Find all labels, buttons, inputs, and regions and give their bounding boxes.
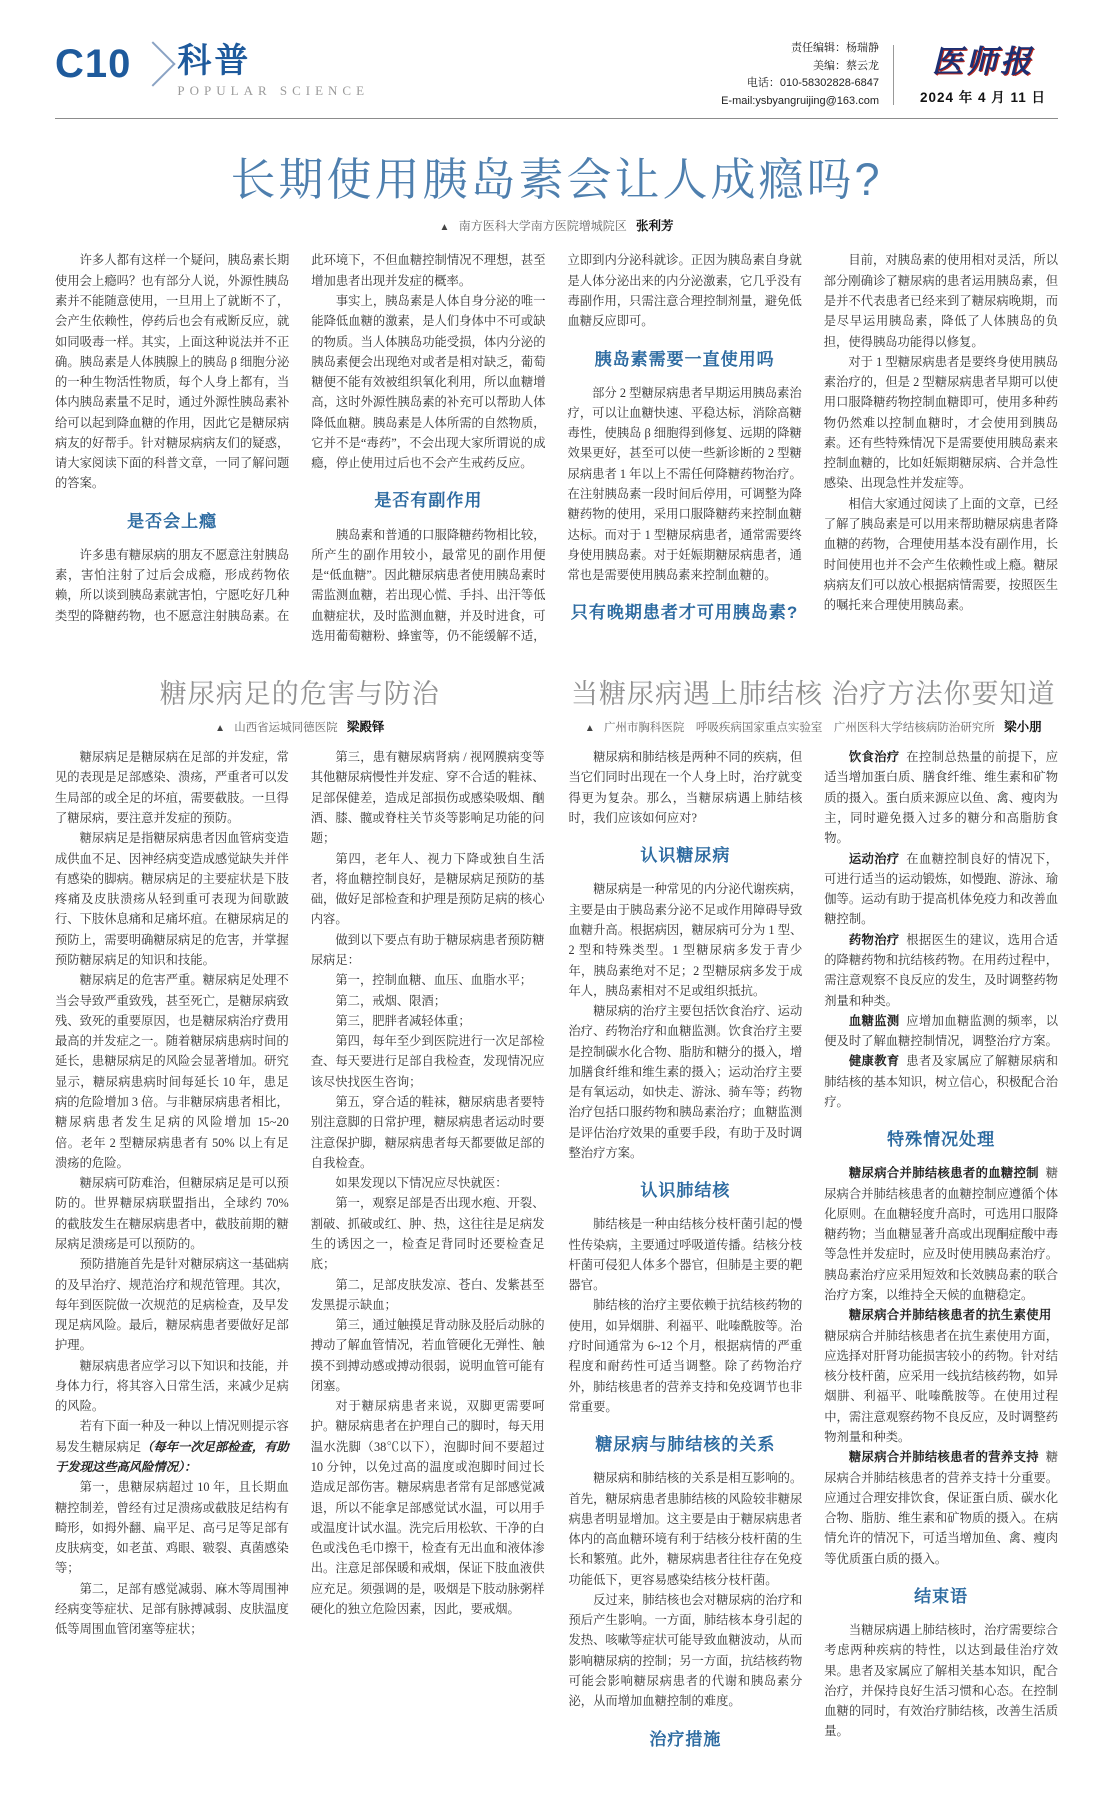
article-subhead: 认识糖尿病: [640, 846, 731, 866]
author-affiliation: 山西省运城同德医院: [234, 722, 338, 735]
article-subhead: 特殊情况处理: [887, 1130, 996, 1150]
article-subhead: 治疗措施: [649, 1729, 722, 1749]
article-paragraph: [824, 1447, 1058, 1569]
article-paragraph: [824, 1620, 1058, 1742]
paragraph-text: 糖尿病合并肺结核患者的营养支持十分重要。应通过合理安排饮食，保证蛋白质、碳水化合物、脂肪、维生素和矿物质的摄入。在病情允许的情况下，可适当增加鱼、禽、瘦肉等优质蛋白质的摄入。: [824, 1450, 1058, 1566]
email-address: E-mail:ysbyangruijing@163.com: [721, 94, 879, 107]
article-paragraph: [311, 1173, 545, 1193]
article-paragraph: [311, 1031, 545, 1092]
article-paragraph: [311, 1396, 545, 1619]
article-paragraph: [569, 879, 803, 1001]
paragraph-text: 糖尿病患者应学习以下知识和技能，并身体力行，将其容入日常生活，来减少足病的风险。: [55, 1358, 289, 1414]
article-subhead: 认识肺结核: [640, 1181, 731, 1201]
paragraph-text: 糖尿病足的危害严重。糖尿病足处理不当会导致严重致残，甚至死亡，是糖尿病致残、致死的重要原因，也是糖尿病治疗费用最高的并发症之一。随着糖尿病患病时间的延长，患糖尿病足的风险会显著增加。研究显示，糖尿病患病时间每延长 10 年，患足病的危险增加 3 倍。与非糖尿病患者相比，糖尿病患者发生足病的风险增加 15~20 倍。老年 2 型糖尿病患者有 50% 以上有足溃疡的危险。: [55, 973, 289, 1170]
author-affiliation: 南方医科大学南方医院增城院区: [458, 219, 627, 234]
article-body: [569, 747, 1059, 1753]
article-paragraph: [311, 849, 545, 930]
article-diabetic-foot: [55, 672, 545, 1753]
author-affiliation: 广州市胸科医院 呼吸疾病国家重点实验室 广州医科大学结核病防治研究所: [603, 722, 995, 735]
article-paragraph: [824, 352, 1058, 494]
article-paragraph: [824, 1011, 1058, 1052]
paragraph-text: 第一，患糖尿病超过 10 年，且长期血糖控制差，曾经有过足溃疡或截肢足结构有畸形，如拇外翻、扁平足、高弓足等足部有皮肤病变，如老茧、鸡眼、皲裂、真菌感染等；: [55, 1480, 289, 1576]
section-chevron-icon: [131, 41, 176, 86]
header-rule: [55, 118, 1058, 119]
paragraph-text: 第二，戒烟、限酒；: [335, 993, 447, 1008]
paragraph-text: 根据医生的建议，选用合适的降糖药物和抗结核药物。在用药过程中，需注意观察不良反应的发生，及时调整药物剂量和种类。: [824, 932, 1058, 1008]
article-subhead: 结束语: [914, 1586, 969, 1606]
paragraph-text: 第二，足部有感觉减弱、麻木等周围神经病变等症状、足部有脉搏减弱、皮肤温度低等周围血管闭塞等症状；: [55, 1581, 289, 1637]
article-paragraph: [55, 1254, 289, 1355]
author-name: 张利芳: [636, 219, 674, 234]
paragraph-lead-heading: 药物治疗: [848, 932, 900, 947]
article-paragraph: [311, 1092, 545, 1173]
article-paragraph: [569, 1214, 803, 1295]
article-paragraph: [824, 930, 1058, 1011]
lead-article-body: [55, 250, 1058, 646]
article-paragraph: [311, 747, 545, 848]
article-paragraph: [824, 1051, 1058, 1112]
paragraph-text: 糖尿病可防难治，但糖尿病足是可以预防的。世界糖尿病联盟指出，全球约 70% 的截肢发生在糖尿病患者中，截肢前期的糖尿病足溃疡是可以预防的。: [55, 1176, 289, 1251]
paragraph-text: 应增加血糖监测的频率，以便及时了解血糖控制情况，调整治疗方案。: [824, 1013, 1058, 1049]
article-paragraph: [55, 970, 289, 1173]
paragraph-text: 糖尿病是一种常见的内分泌代谢疾病，主要是由于胰岛素分泌不足或作用障碍导致血糖升高。根据病因，糖尿病可分为 1 型、2 型和特殊类型。1 型糖尿病多发于青少年，胰岛素绝对不足；2 型糖尿病多发于成年人，胰岛素相对不足或组织抵抗。: [568, 882, 803, 998]
paragraph-text: 当糖尿病遇上肺结核时，治疗需要综合考虑两种疾病的特性，以达到最佳治疗效果。患者及家属应了解相关基本知识，配合治疗，并保持良好生活习惯和心态。在控制血糖的同时，有效治疗肺结核，改善生活质量。: [824, 1622, 1058, 1739]
newspaper-logo: 医师报: [932, 43, 1034, 79]
paragraph-text: 肺结核是一种由结核分枝杆菌引起的慢性传染病，主要通过呼吸道传播。结核分枝杆菌可侵犯人体多个器官，但肺是主要的靶器官。: [568, 1217, 803, 1293]
paragraph-text: 糖尿病合并肺结核患者的血糖控制应遵循个体化原则。在血糖轻度升高时，可选用口服降糖药物；当血糖显著升高或出现酮症酸中毒等急性并发症时，应及时使用胰岛素治疗。胰岛素治疗应采用短效和长效胰岛素的联合治疗方案，以维持全天候的血糖稳定。: [824, 1166, 1058, 1302]
paragraph-text: 糖尿病足是指糖尿病患者因血管病变造成供血不足、因神经病变造成感觉缺失并伴有感染的脚病。糖尿病足的主要症状是下肢疼痛及皮肤溃疡从轻到重可表现为间歇跛行、下肢休息痛和足痛坏疽。在糖尿病足的预防上，需要明确糖尿病足的危害，并掌握预防糖尿病足的知识和技能。: [55, 831, 289, 968]
section-banner: [55, 30, 369, 99]
byline-triangle-icon: ▲: [584, 723, 595, 735]
article-paragraph: [311, 1193, 545, 1274]
article-subhead: 胰岛素需要一直使用吗: [594, 349, 775, 369]
article-paragraph: [569, 747, 803, 828]
article-paragraph: [569, 1295, 803, 1417]
paragraph-text: 目前，对胰岛素的使用相对灵活，所以部分刚确诊了糖尿病的患者运用胰岛素，但是并不代表患者已经来到了糖尿病晚期，而是尽早运用胰岛素，降低了人体胰岛的负担，使得胰岛功能得以修复。: [823, 253, 1058, 349]
article-paragraph: [311, 1315, 545, 1396]
paragraph-text: 事实上，胰岛素是人体自身分泌的唯一能降低血糖的激素，是人们身体中不可或缺的物质。当人体胰岛功能受损，体内分泌的胰岛素便会出现绝对或者是相对缺乏，葡萄糖便不能有效被组织氧化利用，所以血糖增高，这时外源性胰岛素的补充可以帮助人体降低血糖。胰岛素是人体所需的自然物质，它并不是“毒药”，不会出现大家所谓说的成瘾，停止使用过后也不会产生戒药反应。: [311, 293, 546, 471]
paragraph-text: 肺结核的治疗主要依赖于抗结核药物的使用，如异烟肼、利福平、吡嗪酰胺等。治疗时间通常为 6~12 个月，根据病情的严重程度和耐药性可适当调整。除了药物治疗外，肺结核患者的营养支持和免疫调节也非常重要。: [568, 1298, 803, 1414]
art-editor-credit: 美编：蔡云龙: [813, 59, 879, 72]
paragraph-text: 第三，通过触摸足背动脉及胫后动脉的搏动了解血管情况，若血管硬化无弹性、触摸不到搏动感或搏动很弱，说明血管可能有闭塞。: [310, 1318, 545, 1393]
paragraph-lead-heading: 糖尿病合并肺结核患者的血糖控制: [848, 1166, 1039, 1181]
masthead-right: [721, 30, 1058, 110]
paragraph-text: 糖尿病的治疗主要包括饮食治疗、运动治疗、药物治疗和血糖监测。饮食治疗主要是控制碳水化合物、脂肪和糖分的摄入，增加膳食纤维和维生素的摄入；运动治疗主要是有氧运动，如快走、游泳、骑车等；药物治疗包括口服药物和胰岛素治疗；血糖监测是评估治疗效果的重要手段，有助于及时调整治疗方案。: [568, 1004, 803, 1161]
paragraph-text: 对于糖尿病患者来说，双脚更需要呵护。糖尿病患者在护理自己的脚时，每天用温水洗脚（38℃以下），泡脚时间不要超过 10 分钟，以免过高的温度或泡脚时间过长造成足部伤害。糖尿病患者常有足部感觉减退，所以不能拿足部感觉试水温，可以用手或温度计试水温。洗完后用松软、干净的白色或浅色毛巾擦干，检查有无出血和液体渗出。注意足部保暖和戒烟，保证下肢血液供应充足。须强调的是，吸烟是下肢动脉粥样硬化的独立危险因素，因此，要戒烟。: [310, 1399, 545, 1617]
paragraph-text: 患者及家属应了解糖尿病和肺结核的基本知识，树立信心，积极配合治疗。: [824, 1054, 1058, 1109]
paragraph-text: 第三，肥胖者减轻体重；: [335, 1013, 471, 1028]
article-paragraph: [569, 1468, 803, 1590]
paragraph-text: 糖尿病和肺结核是两种不同的疾病，但当它们同时出现在一个人身上时，治疗就变得更为复杂。那么，当糖尿病遇上肺结核时，我们应该如何应对?: [568, 750, 803, 826]
paragraph-text: 如果发现以下情况应尽快就医：: [335, 1176, 508, 1191]
paragraph-lead-heading: 糖尿病合并肺结核患者的抗生素使用: [848, 1308, 1052, 1323]
byline: [55, 717, 545, 735]
article-paragraph: [824, 250, 1058, 351]
page-header: [55, 30, 1058, 110]
article-paragraph: [824, 494, 1058, 616]
article-paragraph: [568, 383, 802, 586]
author-name: 梁殿铎: [346, 720, 385, 735]
byline-triangle-icon: ▲: [439, 222, 450, 234]
paragraph-text: 第一，控制血糖、血压、血脂水平；: [335, 973, 533, 988]
brand-block: [908, 45, 1058, 106]
paragraph-text: 相信大家通过阅读了上面的文章，已经了解了胰岛素是可以用来帮助糖尿病患者降血糖的药物，合理使用基本没有副作用，长时间使用也并不会产生依赖性或上瘾。糖尿病病友们可以放心根据病情需要，按照医生的嘱托来合理使用胰岛素。: [823, 496, 1058, 613]
contact-block: [721, 40, 879, 110]
article-paragraph: [311, 1011, 545, 1031]
article-paragraph: [311, 291, 545, 474]
article-paragraph: [55, 250, 289, 493]
byline-triangle-icon: ▲: [215, 723, 225, 735]
lead-article: [55, 143, 1058, 646]
article-paragraph: [569, 1590, 803, 1712]
paragraph-text: 预防措施首先是针对糖尿病这一基础病的及早治疗、规范治疗和规范管理。其次，每年到医院做一次规范的足病检查，及早发现足病风险。最后，糖尿病患者要做好足部护理。: [55, 1257, 289, 1353]
paragraph-text: 胰岛素和普通的口服降糖药物相比较，所产生的副作用较小，最常见的副作用便是“低血糖”。因此糖尿病患者使用胰岛素时需监测血糖，若出现心慌、手抖、出汗等低血糖症状，及时监测血糖，并及时进食，可选用葡萄糖粉、蜂蜜等，仍不能缓解不适，立即到内分泌科就诊。正因为胰岛素自身就是人体分泌出来的内分泌激素，它几乎没有毒副作用，只需注意合理控制剂量，避免低血糖反应即可。: [311, 253, 802, 643]
paragraph-text: 在血糖控制良好的情况下，可进行适当的运动锻炼，如慢跑、游泳、瑜伽等。运动有助于提高机体免疫力和改善血糖控制。: [824, 851, 1058, 927]
section-title: 科普: [177, 42, 252, 80]
article-paragraph: [55, 1356, 289, 1417]
editor-credit: 责任编辑：杨瑞静: [791, 42, 879, 54]
article-paragraph: [55, 828, 289, 970]
article-paragraph: [311, 991, 545, 1011]
article-paragraph: [824, 1305, 1058, 1447]
article-paragraph: [824, 1163, 1058, 1305]
bottom-section: [55, 672, 1058, 1753]
paragraph-lead-heading: 运动治疗: [848, 851, 900, 866]
paragraph-lead-heading: 糖尿病合并肺结核患者的营养支持: [848, 1450, 1039, 1465]
article-paragraph: [55, 1173, 289, 1254]
article-paragraph: [55, 1477, 289, 1578]
paragraph-text: 第五，穿合适的鞋袜，糖尿病患者要特别注意脚的日常护理，糖尿病患者运动时要注意保护脚，糖尿病患者每天都要做足部的自我检查。: [310, 1094, 545, 1170]
article-paragraph: [311, 930, 545, 971]
paragraph-text: 第二，足部皮肤发凉、苍白、发紫甚至发黑提示缺血；: [310, 1277, 545, 1312]
article-diabetes-tb: [569, 672, 1059, 1753]
paragraph-text: 第四，老年人、视力下降或独自生活者，将血糖控制良好，是糖尿病足预防的基础，做好足部检查和护理是预防足病的核心内容。: [310, 851, 545, 927]
article-paragraph: [311, 1275, 545, 1316]
article-paragraph: [55, 1579, 289, 1640]
paragraph-text: 第四，每年至少到医院进行一次足部检查、每天要进行足部自我检查，发现情况应该尽快找医生咨询；: [310, 1034, 545, 1089]
phone-number: 电话：010-58302828-6847: [746, 77, 879, 90]
paragraph-text: 糖尿病合并肺结核患者在抗生素使用方面，应选择对肝肾功能损害较小的药物。针对结核分枝杆菌，应采用一线抗结核药物，如异烟肼、利福平、吡嗪酰胺等。在使用过程中，需注意观察药物不良反应，及时调整药物剂量和种类。: [824, 1328, 1058, 1444]
paragraph-text: 第一，观察足部是否出现水疱、开裂、割破、抓破或红、肿、热，这往往是足病发生的诱因之一，检查足背同时还要检查足底；: [310, 1196, 545, 1272]
article-title: 当糖尿病遇上肺结核 治疗方法你要知道: [570, 679, 1056, 710]
article-paragraph: [824, 747, 1058, 848]
byline: [55, 216, 1058, 234]
paragraph-text: 对于 1 型糖尿病患者是要终身使用胰岛素治疗的，但是 2 型糖尿病患者早期可以使用口服降糖药物控制血糖即可，使用多种药物仍然难以控制血糖时，才会使用到胰岛素。还有些特殊情况下是需要使用胰岛素来控制血糖的，比如妊娠期糖尿病、合并急性感染、出现急性并发症等。: [823, 354, 1058, 491]
paragraph-emphasis: （每年一次足部检查，有助于发现这些高风险情况）：: [55, 1439, 289, 1475]
article-subhead: 是否会上瘾: [127, 511, 218, 531]
article-paragraph: [311, 970, 545, 990]
paragraph-lead-heading: 饮食治疗: [848, 750, 900, 765]
paragraph-text: 糖尿病和肺结核的关系是相互影响的。首先，糖尿病患者患肺结核的风险较非糖尿病患者明显增加。这主要是由于糖尿病患者体内的高血糖环境有利于结核分枝杆菌的生长和繁殖。此外，糖尿病患者往往存在免疫功能低下，更容易感染结核分枝杆菌。: [568, 1471, 803, 1587]
paragraph-text: 许多人都有这样一个疑问，胰岛素长期使用会上瘾吗？也有部分人说，外源性胰岛素并不能随意使用，一旦用上了就断不了，会产生依赖性，停药后也会有戒断反应，就如同吸毒一样。其实，上面这种说法并不正确。胰岛素是人体胰腺上的胰岛 β 细胞分泌的一种生物活性物质，每个人身上都有，当体内胰岛素量不足时，通过外源性胰岛素补给可以起到降血糖的作用，因此它是糖尿病病友的好帮手。针对糖尿病病友们的疑惑，请大家阅读下面的科普文章，一同了解问题的答案。: [55, 253, 290, 491]
article-body: [55, 747, 545, 1639]
section-title-block: [177, 44, 369, 99]
article-title: 糖尿病足的危害与防治: [159, 679, 440, 710]
paragraph-text: 做到以下要点有助于糖尿病患者预防糖尿病足：: [310, 932, 545, 968]
paragraph-text: 第三，患有糖尿病肾病 / 视网膜病变等其他糖尿病慢性并发症、穿不合适的鞋袜、足部保健差，造成足部损伤或感染吸烟、酗酒、膝、髋或脊柱关节炎等影响足功能的问题；: [310, 750, 545, 846]
paragraph-text: 若有下面一种及一种以上情况则提示容易发生糖尿病足: [55, 1419, 289, 1454]
paragraph-lead-heading: 健康教育: [848, 1054, 900, 1069]
paragraph-text: 反过来，肺结核也会对糖尿病的治疗和预后产生影响。一方面，肺结核本身引起的发热、咳嗽等症状可能导致血糖波动，从而影响糖尿病的控制；另一方面，抗结核药物可能会影响糖尿病患者的代谢和胰岛素分泌，从而增加血糖控制的难度。: [568, 1592, 803, 1709]
section-subtitle: POPULAR SCIENCE: [177, 83, 370, 98]
article-paragraph: [55, 1416, 289, 1477]
article-subhead: 是否有副作用: [374, 491, 483, 511]
main-headline: 长期使用胰岛素会让人成瘾吗?: [230, 154, 883, 206]
article-subhead: 只有晚期患者才可用胰岛素?: [570, 603, 799, 623]
issue-date: 2024 年 4 月 11 日: [919, 89, 1047, 105]
article-paragraph: [569, 1001, 803, 1163]
paragraph-text: 部分 2 型糖尿病患者早期运用胰岛素治疗，可以让血糖快速、平稳达标，消除高糖毒性，使胰岛 β 细胞得到修复、远期的降糖效果更好，甚至可以使一些新诊断的 2 型糖尿病患者 1 年以上不需任何降糖药物治疗。在注射胰岛素一段时间后停用，可调整为降糖药物的使用，采用口服降糖药来控制血糖达标。而对于 1 型糖尿病患者，通常需要终身使用胰岛素。对于妊娠期糖尿病患者，通常也是需要使用胰岛素来控制血糖的。: [567, 385, 802, 583]
page-number: C10: [55, 42, 132, 86]
article-paragraph: [55, 747, 289, 828]
vertical-divider: [893, 45, 894, 105]
author-name: 梁小朋: [1004, 720, 1042, 735]
paragraph-text: 许多患有糖尿病的朋友不愿意注射胰岛素，害怕注射了过后会成瘾，形成药物依赖，所以谈到胰岛素就害怕，宁愿吃好几种类型的降糖药物，也不愿意注射胰岛素。在此环境下，不但血糖控制情况不理想，甚至增加患者出现并发症的概率。: [55, 253, 546, 623]
paragraph-lead-heading: 血糖监测: [848, 1013, 900, 1028]
paragraph-text: 在控制总热量的前提下，应适当增加蛋白质、膳食纤维、维生素和矿物质的摄入。蛋白质来源应以鱼、禽、瘦肉为主，同时避免摄入过多的糖分和高脂肪食物。: [824, 750, 1058, 846]
paragraph-text: 糖尿病足是糖尿病在足部的并发症，常见的表现是足部感染、溃疡，严重者可以发生局部的或全足的坏疽，需要截肢。一旦得了糖尿病，要注意并发症的预防。: [55, 750, 289, 826]
article-paragraph: [824, 849, 1058, 930]
article-subhead: 糖尿病与肺结核的关系: [595, 1435, 776, 1455]
byline: [569, 717, 1059, 735]
